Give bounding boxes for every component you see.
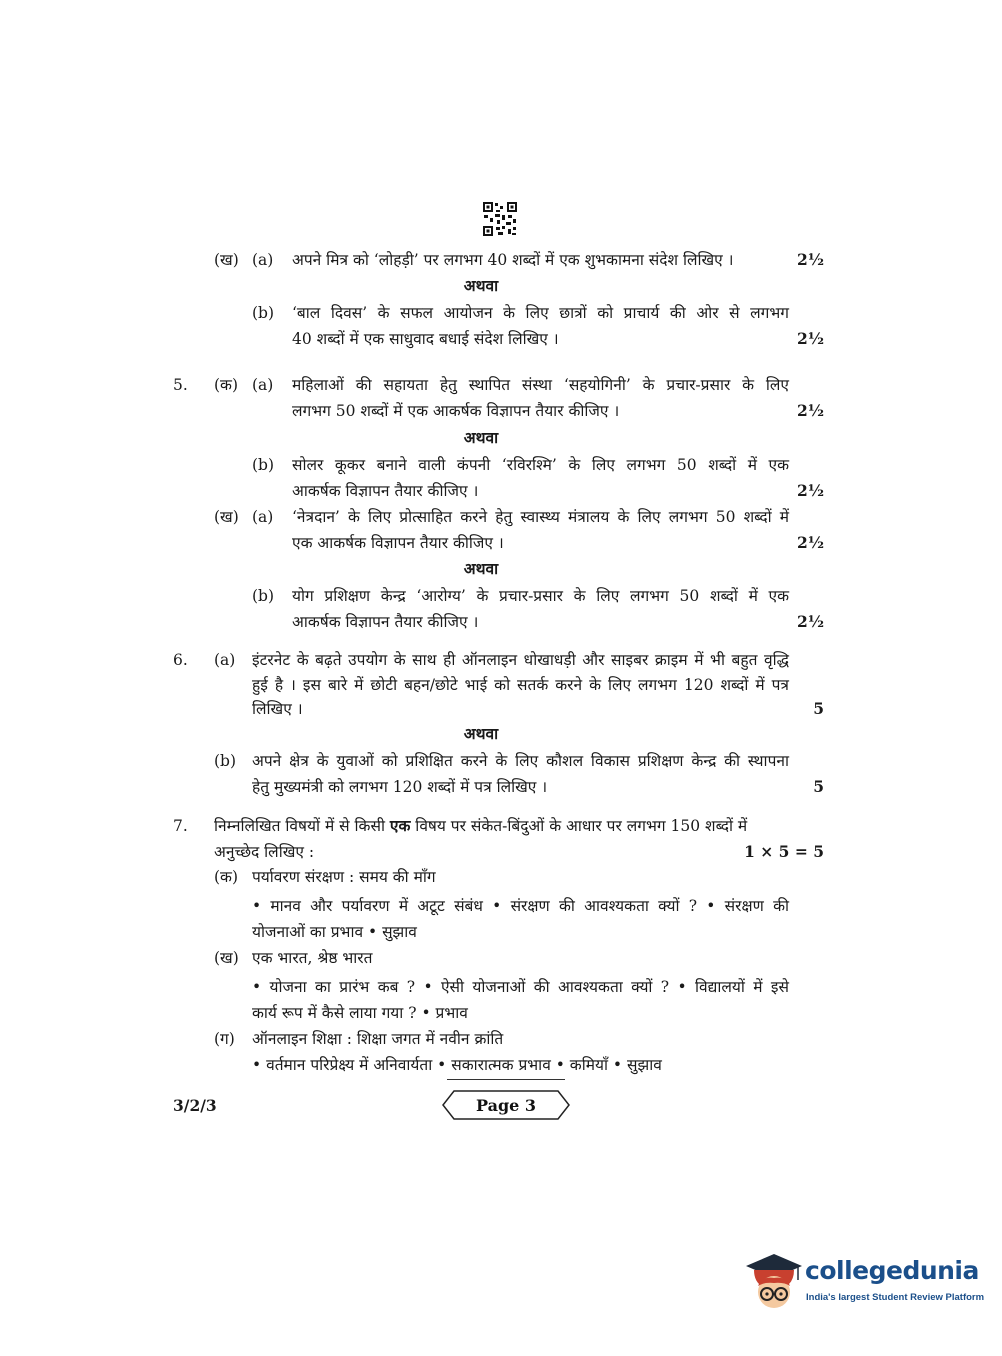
topic-points: कार्य रूप में कैसे लाया गया ? • प्रभाव xyxy=(252,1004,468,1022)
option-label: (b) xyxy=(252,304,275,322)
question-text: सोलर कूकर बनाने वाली कंपनी ‘रविरश्मि’ के लिए लगभग 50 शब्दों में एक xyxy=(292,456,789,474)
option-label: (a) xyxy=(252,251,274,269)
question-text: आकर्षक विज्ञापन तैयार कीजिए । xyxy=(292,613,479,631)
question-text: अनुच्छेद लिखिए : xyxy=(214,843,315,861)
or-divider: अथवा xyxy=(463,724,499,743)
question-subpart-label: (क) xyxy=(214,376,238,394)
question-text: लिखिए । xyxy=(252,700,303,718)
question-text: हुई है । इस बारे में छोटी बहन/छोटे भाई को सतर्क करने के लिए लगभग 120 शब्दों में पत्र xyxy=(252,676,789,694)
question-number: 6. xyxy=(173,651,188,669)
option-label: (a) xyxy=(214,651,236,669)
topic-title: एक भारत, श्रेष्ठ भारत xyxy=(252,949,373,967)
topic-label: (क) xyxy=(214,868,238,886)
option-label: (a) xyxy=(252,508,274,526)
question-subpart-label: (ख) xyxy=(214,508,239,526)
question-marks: 2½ xyxy=(797,612,824,631)
question-marks: 2½ xyxy=(797,401,824,420)
question-text: महिलाओं की सहायता हेतु स्थापित संस्था ‘सहयोगिनी’ के प्रचार-प्रसार के लिए xyxy=(292,376,789,394)
question-text: अपने मित्र को ‘लोहड़ी’ पर लगभग 40 शब्दों में एक शुभकामना संदेश लिखिए । xyxy=(292,251,734,269)
question-text: इंटरनेट के बढ़ते उपयोग के साथ ही ऑनलाइन धोखाधड़ी और साइबर क्राइम में भी बहुत वृद्धि xyxy=(252,651,789,669)
question-text: हेतु मुख्यमंत्री को लगभग 120 शब्दों में पत्र लिखिए । xyxy=(252,778,548,796)
footer-rule xyxy=(447,1079,565,1080)
question-marks: 5 xyxy=(813,699,824,718)
topic-label: (ग) xyxy=(214,1030,235,1048)
topic-points: • मानव और पर्यावरण में अटूट संबंध • संरक्षण की आवश्यकता क्यों ? • संरक्षण की xyxy=(252,897,789,915)
question-text: निम्नलिखित विषयों में से किसी एक विषय पर संकेत-बिंदुओं के आधार पर लगभग 150 शब्दों में xyxy=(214,816,748,835)
or-divider: अथवा xyxy=(463,276,499,295)
option-label: (b) xyxy=(252,587,275,605)
question-text: आकर्षक विज्ञापन तैयार कीजिए । xyxy=(292,482,479,500)
question-number: 7. xyxy=(173,817,188,835)
page-number-tag xyxy=(442,1090,570,1120)
question-marks: 2½ xyxy=(797,250,824,269)
option-label: (a) xyxy=(252,376,274,394)
question-marks: 2½ xyxy=(797,481,824,500)
page-number: Page 3 xyxy=(475,1096,537,1115)
question-marks: 2½ xyxy=(797,533,824,552)
or-divider: अथवा xyxy=(463,428,499,447)
qr-code-icon xyxy=(482,201,518,237)
question-text: ‘नेत्रदान’ के लिए प्रोत्साहित करने हेतु स्वास्थ्य मंत्रालय के लिए लगभग 50 शब्दों में xyxy=(292,508,789,526)
topic-title: पर्यावरण संरक्षण : समय की माँग xyxy=(252,868,436,886)
option-label: (b) xyxy=(252,456,275,474)
mascot-icon xyxy=(740,1248,804,1318)
collegedunia-logo xyxy=(740,1248,985,1318)
topic-points: • वर्तमान परिप्रेक्ष्य में अनिवार्यता • सकारात्मक प्रभाव • कमियाँ • सुझाव xyxy=(252,1056,662,1074)
question-marks: 5 xyxy=(813,777,824,796)
topic-label: (ख) xyxy=(214,949,239,967)
question-number: 5. xyxy=(173,376,188,394)
topic-points: • योजना का प्रारंभ कब ? • ऐसी योजनाओं की आवश्यकता क्यों ? • विद्यालयों में इसे xyxy=(252,978,789,996)
question-text: 40 शब्दों में एक साधुवाद बधाई संदेश लिखिए । xyxy=(292,330,559,348)
question-text: एक आकर्षक विज्ञापन तैयार कीजिए । xyxy=(292,534,504,552)
question-text: ‘बाल दिवस’ के सफल आयोजन के लिए छात्रों को प्राचार्य की ओर से लगभग xyxy=(292,304,789,322)
or-divider: अथवा xyxy=(463,559,499,578)
logo-wordmark: collegedunia xyxy=(805,1256,979,1285)
option-label: (b) xyxy=(214,752,237,770)
topic-points: योजनाओं का प्रभाव • सुझाव xyxy=(252,923,417,941)
question-text: योग प्रशिक्षण केन्द्र ‘आरोग्य’ के प्रचार-प्रसार के लिए लगभग 50 शब्दों में एक xyxy=(292,587,789,605)
logo-tagline: India's largest Student Review Platform xyxy=(806,1292,985,1303)
question-text: अपने क्षेत्र के युवाओं को प्रशिक्षित करने के लिए कौशल विकास प्रशिक्षण केन्द्र की स्थापना xyxy=(252,752,789,770)
topic-title: ऑनलाइन शिक्षा : शिक्षा जगत में नवीन क्रांति xyxy=(252,1030,504,1048)
paper-code: 3/2/3 xyxy=(173,1096,217,1115)
question-text: लगभग 50 शब्दों में एक आकर्षक विज्ञापन तैयार कीजिए । xyxy=(292,402,620,420)
question-subpart-label: (ख) xyxy=(214,251,239,269)
question-marks: 1 × 5 = 5 xyxy=(744,842,824,861)
question-marks: 2½ xyxy=(797,329,824,348)
